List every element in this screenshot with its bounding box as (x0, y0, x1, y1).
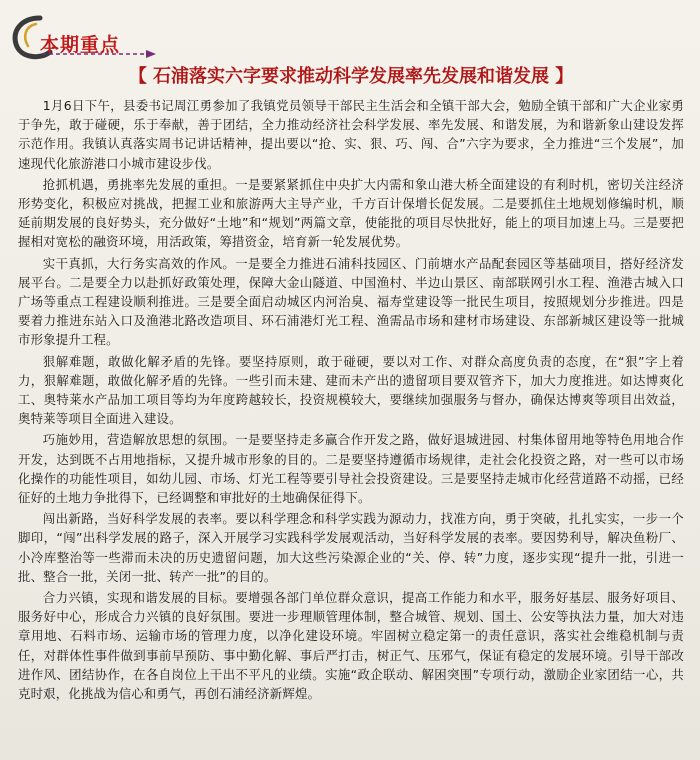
article-body (18, 96, 684, 746)
paragraph: 实干真抓，大行务实高效的作风。一是要全力推进石浦科技园区、门前塘水产品配套园区等基础项目，搭好经济发展平台。二是要全力以赴抓好政策处理，保障大金山隧道、中国渔村、半边山景区、南部联网引水工程、渔港古城入口广场等重点工程建设顺利推进。三是要全面启动城区内河治臭、福寿堂建设等一批民生项目，按照规划分步推进。四是要着力推进东站入口及渔港北路改造项目、环石浦港灯光工程、渔需品市场和建材市场建设、东部新城区建设等一批城市形象提升工程。 (18, 255, 684, 348)
article-headline: 【 石浦落实六字要求推动科学发展率先发展和谐发展 】 (128, 66, 574, 87)
section-header (6, 10, 226, 64)
paragraph: 1月6日下午，县委书记周江勇参加了我镇党员领导干部民主生活会和全镇干部大会，勉励全镇干部和广大企业家勇于争先，敢于碰硬，乐于奉献，善于团结，全力推动经济社会科学发展、率先发展、和谐发展，为和谐新象山建设发挥示范作用。我镇认真落实周书记讲话精神，提出要以“抢、实、狠、巧、闯、合”六字为要求，全力推进“三个发展”，加速现代化旅游港口小城市建设步伐。 (18, 98, 684, 171)
paragraph: 闯出新路，当好科学发展的表率。要以科学理念和科学实践为源动力，找准方向，勇于突破，扎扎实实，一步一个脚印，“闯”出科学发展的路子，深入开展学习实践科学发展观活动，当好科学发展的表率。要因势利导，解决鱼粉厂、小冷库整治等一些滞而未决的历史遗留问题，加大这些污染源企业的“关、停、转”力度，逐步实现“提升一批，引进一批、整合一批，关闭一批、转产一批”的目的。 (18, 511, 684, 584)
paragraph: 合力兴镇，实现和谐发展的目标。要增强各部门单位群众意识，提高工作能力和水平，服务好基层、服务好项目、服务好中心，形成合力兴镇的良好氛围。要进一步理顺管理体制，整合城管、规划、国土、公安等执法力量，加大对违章用地、石料市场、运输市场的管理力度，以净化建设环境。牢固树立稳定第一的责任意识，落实社会维稳机制与责任，对群体性事件做到事前早预防、事中勤化解、事后严打击，树正气、压邪气，保证有稳定的发展环境。引导干部改进作风、团结协作，在各自岗位上干出不平凡的业绩。实施“政企联动、解困突围”专项行动，激励企业家团结一心，共克时艰，化挑战为信心和勇气，再创石浦经济新辉煌。 (18, 590, 684, 702)
section-label: 本期重点 (40, 34, 121, 56)
paragraph: 巧施妙用，营造解放思想的氛围。一是要坚持走多赢合作开发之路，做好退城进园、村集体留用地等特色用地合作开发，达到既不占用地指标，又提升城市形象的目的。二是要坚持遵循市场规律，走社会化投资之路，对一些可以市场化操作的功能性项目，如幼儿园、市场、灯光工程等要引导社会投资建设。三是要坚持走城市化经营道路不动摇，已经征好的土地力争批得下，已经调整和审批好的土地确保征得下。 (18, 432, 684, 506)
paragraph: 狠解难题，敢做化解矛盾的先锋。要坚持原则，敢于碰硬，要以对工作、对群众高度负责的态度，在“狠”字上着力，狠解难题，敢做化解矛盾的先锋。一些引而未建、建而未产出的遗留项目要双管齐下，加大力度推进。如达博爽化工、奥特莱水产品加工项目等均为年度跨越较长，投资规模较大，要继续加强服务与督办，确保达博爽等项目出效益，奥特莱等项目全面进入建设。 (18, 353, 684, 427)
paragraph: 抢抓机遇，勇挑率先发展的重担。一是要紧紧抓住中央扩大内需和象山港大桥全面建设的有利时机，密切关注经济形势变化，积极应对挑战，把握工业和旅游两大主导产业，千方百计保增长促发展。二是要抓住土地规划修编时机，顺延前期发展的良好势头，充分做好“土地”和“规划”两篇文章，使能批的项目尽快批好，能上的项目加速上马。三是要把握相对宽松的融资环境，用活政策，筹措资金，培育新一轮发展优势。 (18, 176, 684, 250)
